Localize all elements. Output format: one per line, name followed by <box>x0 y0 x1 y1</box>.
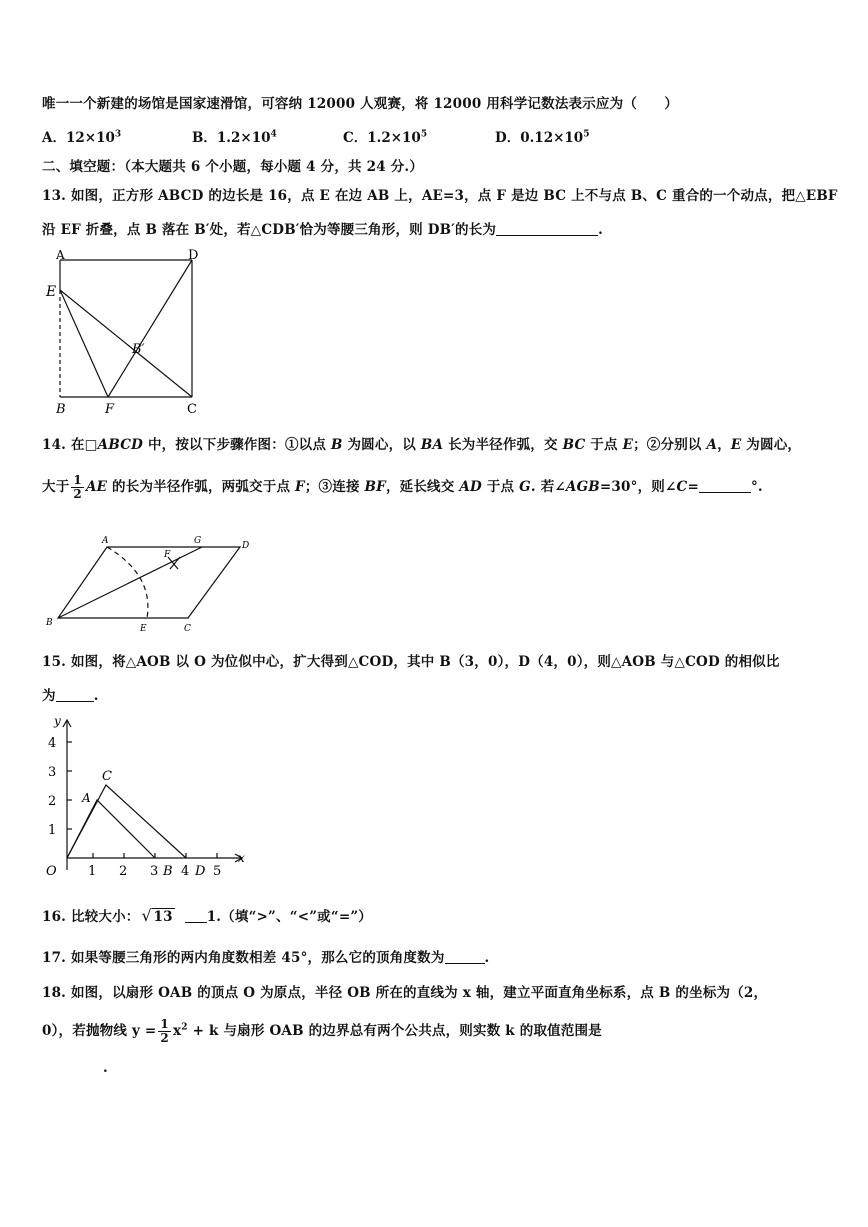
q13-label-b1: B′ <box>132 342 145 357</box>
q15-y-tick-2: 2 <box>48 794 57 809</box>
q15-x-tick-4: 4 <box>181 864 190 879</box>
q14-l1j: E <box>622 437 634 453</box>
q13-figure <box>40 245 210 420</box>
q14-l2p: °. <box>750 479 763 495</box>
q17-a: 17. 如果等腰三角形的两内角度数相差 45°，那么它的顶角度数为 <box>42 950 445 966</box>
q18-frac-den: 2 <box>160 1031 169 1045</box>
q14-label-d: D <box>242 541 250 551</box>
q14-l2j: G <box>519 479 531 495</box>
q14-line1 <box>42 433 801 453</box>
q13-label-f: F <box>105 402 115 417</box>
sqrt-icon: √ <box>141 906 152 925</box>
q18-sup: 2 <box>181 1022 188 1033</box>
q18-l2a: 0），若抛物线 y = <box>42 1023 157 1039</box>
q14-label-c: C <box>184 624 191 634</box>
q15-origin-label: O <box>46 864 57 879</box>
q12-option-b-exp: 4 <box>270 129 277 140</box>
q12-option-a-exp: 3 <box>114 129 122 140</box>
q16-radicand: 13 <box>153 909 173 925</box>
q14-fraction <box>71 474 84 501</box>
q13-label-a: A <box>56 248 65 262</box>
q15-l2a: 为 <box>42 688 56 704</box>
q14-l1d: B <box>330 437 343 453</box>
q14-l2g: ，延长线交 <box>385 479 460 495</box>
q14-l1m: ， <box>717 437 731 453</box>
q17-b: . <box>484 950 490 966</box>
q12-option-b-label: B．1.2×10 <box>192 130 271 146</box>
q15-y-label: y <box>54 714 61 728</box>
q18-line1: 18. 如图，以扇形 OAB 的顶点 O 为原点，半径 OB 所在的直线为 x 轴，建立平面直角坐标系，点 B 的坐标为（2， <box>42 985 768 1001</box>
q15-x-tick-1: 1 <box>88 864 97 879</box>
q18-frac-num: 1 <box>160 1017 169 1031</box>
q15-point-d: D <box>195 864 206 879</box>
q14-l2i: 于点 <box>481 479 520 495</box>
q14-frac-num: 1 <box>73 473 82 487</box>
q12-option-d <box>495 126 589 146</box>
q12-option-a-label: A．12×10 <box>42 130 115 146</box>
q14-l2h: AD <box>459 479 482 495</box>
q12-stem: 唯一一个新建的场馆是国家速滑馆，可容纳 12000 人观赛，将 12000 用科学记数法表示应为（ ） <box>42 96 679 112</box>
q14-l1i: 于点 <box>585 437 623 453</box>
q14-l2d: F <box>295 479 305 495</box>
q15-l2b: . <box>93 688 99 704</box>
q12-option-d-label: D．0.12×10 <box>495 130 584 146</box>
q14-l1f: BA <box>420 437 444 453</box>
q14-l2l: AGB <box>565 479 600 495</box>
q13-label-e: E <box>46 284 57 300</box>
q14-l1n: E <box>730 437 742 453</box>
q14-figure <box>42 535 262 635</box>
q14-line2 <box>42 474 763 501</box>
q14-label-a: A <box>102 536 109 546</box>
q15-point-a: A <box>82 791 91 805</box>
q18-fraction <box>158 1018 171 1045</box>
q15-line1: 15. 如图，将△AOB 以 O 为位似中心，扩大得到△COD，其中 B（3，0），D（4，0），则△AOB 与△COD 的相似比 <box>42 654 780 670</box>
q13-line2-end: . <box>598 222 604 238</box>
q16-answer-blank[interactable] <box>185 908 207 923</box>
q14-l2n: C <box>676 479 688 495</box>
q14-label-g: G <box>194 536 202 546</box>
q16-line <box>42 905 372 925</box>
q14-label-f: F <box>164 550 171 560</box>
q13-line1: 13. 如图，正方形 ABCD 的边长是 16，点 E 在边 AB 上，AE=3，点 F 是边 BC 上不与点 B、C 重合的一个动点，把△EBF <box>42 188 838 204</box>
q18-l2b: x <box>172 1023 182 1039</box>
q14-label-b: B <box>46 618 53 628</box>
q15-y-tick-1: 1 <box>48 823 57 838</box>
q15-x-tick-5: 5 <box>213 864 222 879</box>
section-title: 二、填空题：（本大题共 6 个小题，每小题 4 分，共 24 分.） <box>42 159 424 175</box>
q15-x-label: x <box>238 851 245 865</box>
q14-l2b: AE <box>85 479 108 495</box>
q15-answer-blank[interactable] <box>56 687 94 702</box>
q15-x-tick-2: 2 <box>119 864 128 879</box>
q14-l1a: 14. 在□ <box>42 437 98 453</box>
q14-l2e: ；③连接 <box>304 479 365 495</box>
q12-option-c <box>343 126 427 146</box>
q14-l2m: =30°，则∠ <box>599 479 677 495</box>
q18-line3: . <box>103 1060 108 1076</box>
q14-l1b: ABCD <box>97 437 144 453</box>
q16-sqrt <box>141 906 175 925</box>
q12-option-d-exp: 5 <box>583 129 590 140</box>
q14-l1e: 为圆心，以 <box>342 437 421 453</box>
q15-point-c: C <box>102 769 112 784</box>
q13-line2-text: 沿 EF 折叠，点 B 落在 B′处，若△CDB′恰为等腰三角形，则 DB′的长为 <box>42 222 497 238</box>
q18-line2 <box>42 1018 602 1045</box>
q17-line <box>42 946 489 966</box>
q13-answer-blank[interactable] <box>496 221 598 236</box>
q16-b: 1.（填“>”、“<”或“=”） <box>206 909 373 925</box>
q14-l1c: 中，按以下步骤作图：①以点 <box>143 437 331 453</box>
q13-line2 <box>42 218 603 238</box>
q14-l1o: 为圆心， <box>741 437 802 453</box>
q13-label-c: C <box>187 402 197 417</box>
q14-l2f: BF <box>364 479 386 495</box>
q13-label-d: D <box>188 248 199 263</box>
q14-l1h: BC <box>562 437 586 453</box>
q14-l2k: . 若∠ <box>530 479 566 495</box>
q14-l1l: A <box>706 437 718 453</box>
q15-figure <box>42 712 257 882</box>
q14-answer-blank[interactable] <box>699 478 751 493</box>
q14-label-e: E <box>140 624 147 634</box>
q12-option-c-label: C．1.2×10 <box>343 130 421 146</box>
q15-x-tick-3: 3 <box>150 864 159 879</box>
q17-answer-blank[interactable] <box>445 949 485 964</box>
q15-line2 <box>42 684 99 704</box>
q15-y-tick-4: 4 <box>48 736 57 751</box>
q14-l2o: = <box>687 479 699 495</box>
q18-l2c: + k 与扇形 OAB 的边界总有两个公共点，则实数 k 的取值范围是 <box>187 1023 602 1039</box>
q14-l2c: 的长为半径作弧，两弧交于点 <box>107 479 296 495</box>
q13-label-b: B <box>56 402 66 417</box>
q14-frac-den: 2 <box>73 487 82 501</box>
q12-option-c-exp: 5 <box>420 129 428 140</box>
q12-option-b <box>192 126 277 146</box>
q15-point-b: B <box>163 864 173 879</box>
q14-l1k: ；②分别以 <box>633 437 707 453</box>
q12-option-a <box>42 126 121 146</box>
q16-a: 16. 比较大小： <box>42 909 140 925</box>
q15-y-tick-3: 3 <box>48 765 57 780</box>
q14-l1g: 长为半径作弧，交 <box>443 437 563 453</box>
q14-l2a: 大于 <box>42 479 70 495</box>
